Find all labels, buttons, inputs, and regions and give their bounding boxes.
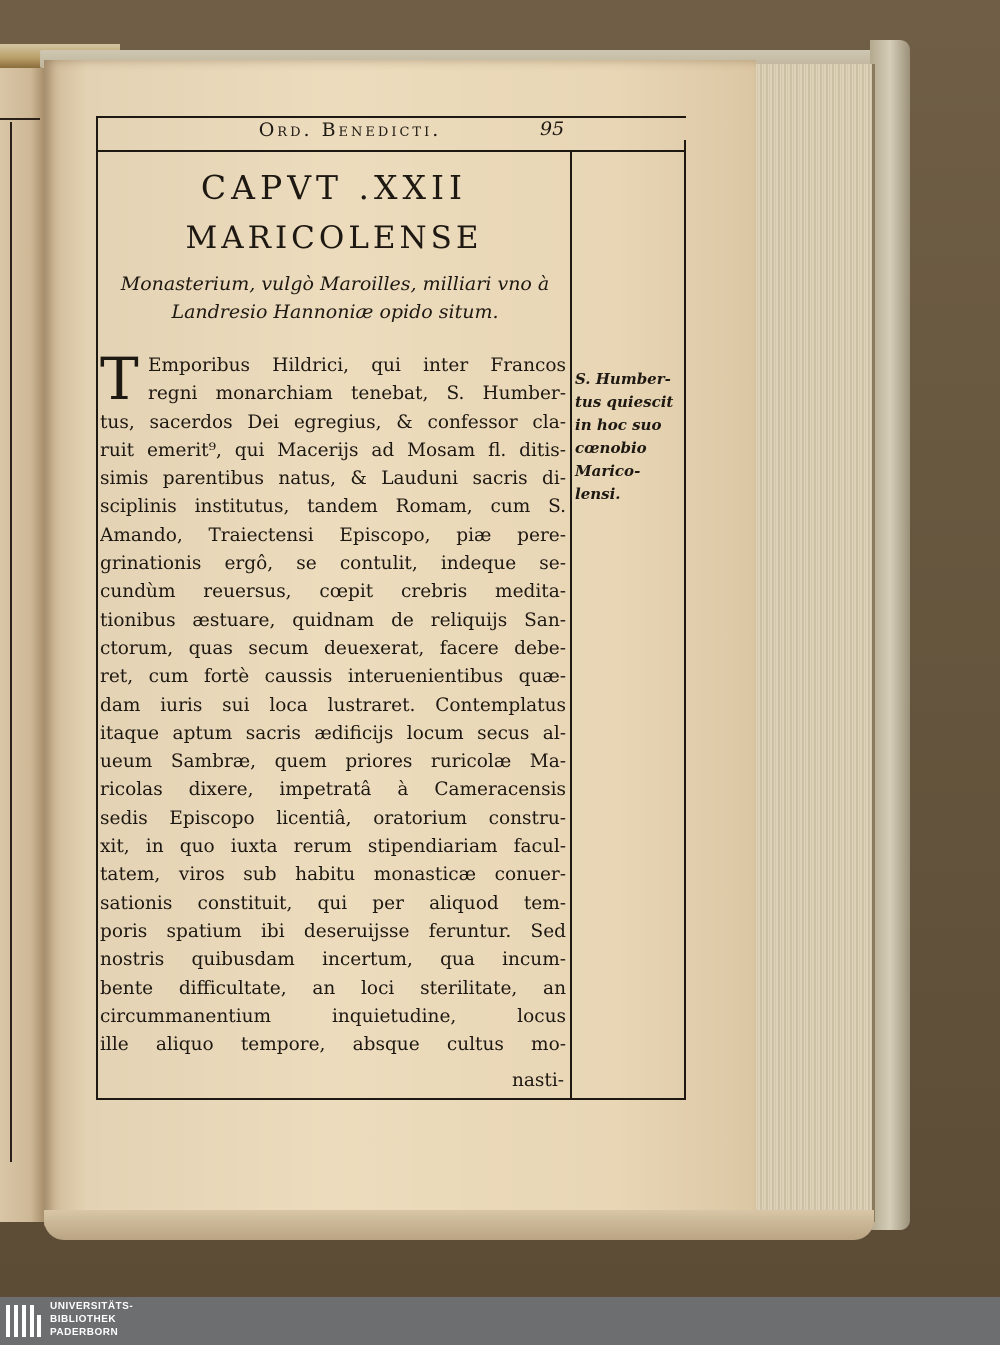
text-line: nostris quibusdam incertum, qua incum- xyxy=(100,949,566,971)
page-number: 95 xyxy=(540,118,565,140)
text-line: sciplinis institutus, tandem Romam, cum S. xyxy=(100,496,566,518)
text-line: tionibus æstuare, quidnam de reliquijs San- xyxy=(100,609,566,631)
text-line: circummanentium inquietudine, locus xyxy=(100,1005,566,1027)
body-text xyxy=(100,345,566,1059)
subtitle-line: Monasterium, vulgò Maroilles, milliari vno à xyxy=(120,273,550,295)
monastery-title: MARICOLENSE xyxy=(185,220,483,256)
text-line: grinationis ergô, se contulit, indeque se- xyxy=(100,553,566,575)
marginal-line: S. Humber- xyxy=(575,370,671,388)
text-line: Emporibus Hildrici, qui inter Francos xyxy=(148,355,566,376)
text-line: regni monarchiam tenebat, S. Humber- xyxy=(148,383,566,405)
left-page-rule xyxy=(0,118,40,120)
catchword: nasti- xyxy=(511,1070,564,1091)
page-bottom-curve xyxy=(44,1210,874,1240)
text-line: ruit emerit⁹, qui Macerijs ad Mosam fl. ditis- xyxy=(100,439,566,461)
library-name-line: PADERBORN xyxy=(50,1327,119,1338)
frame-right-rule xyxy=(684,140,686,1100)
text-line: tatem, viros sub habitu monasticæ conuer- xyxy=(100,864,566,886)
frame-margin-rule xyxy=(570,150,572,1100)
library-name-line: UNIVERSITÄTS- xyxy=(50,1301,134,1312)
library-name xyxy=(50,1300,133,1339)
text-line: Amando, Traiectensi Episcopo, piæ pere- xyxy=(100,524,566,546)
text-line: sationis constituit, qui per aliquod tem- xyxy=(100,892,566,914)
running-head: Ord. Benedicti. xyxy=(258,119,442,141)
frame-top-rule xyxy=(96,116,686,118)
text-line: cundùm reuersus, cœpit crebris medita- xyxy=(100,581,566,603)
subtitle-line: Landresio Hannoniæ opido situm. xyxy=(171,301,499,323)
text-line: tus, sacerdos Dei egregius, & confessor cla- xyxy=(100,411,566,433)
text-line: xit, in quo iuxta rerum stipendiariam facul- xyxy=(100,836,566,858)
text-line: simis parentibus natus, & Lauduni sacris di- xyxy=(100,468,566,490)
footer-bar xyxy=(0,1297,1000,1345)
text-line: ret, cum fortè caussis interuenientibus quæ- xyxy=(100,666,566,688)
drop-capital: T xyxy=(100,345,139,413)
text-line: ricolas dixere, impetratâ à Cameracensis xyxy=(100,779,566,801)
chapter-heading: CAPVT .XXII xyxy=(200,168,468,207)
marginal-line: tus quiescit xyxy=(575,393,674,411)
frame-left-rule xyxy=(96,116,98,1100)
marginal-line: Marico- xyxy=(575,462,641,480)
library-name-line: BIBLIOTHEK xyxy=(50,1314,117,1325)
marginal-line: cœnobio xyxy=(575,439,647,457)
marginal-line: in hoc suo xyxy=(575,416,662,434)
frame-bottom-rule xyxy=(96,1098,686,1100)
cover-right-edge xyxy=(870,40,910,1230)
library-logo-icon xyxy=(6,1305,42,1337)
page-block-edges xyxy=(752,64,875,1222)
text-line: poris spatium ibi deseruijsse feruntur. Sed xyxy=(100,920,566,942)
text-line: ille aliquo tempore, absque cultus mo- xyxy=(100,1034,566,1056)
marginal-line: lensi. xyxy=(575,485,621,503)
text-line: sedis Episcopo licentiâ, oratorium constru- xyxy=(100,807,566,829)
text-line: ctorum, quas secum deuexerat, facere debe- xyxy=(100,637,566,659)
subtitle xyxy=(104,270,566,326)
frame-header-rule xyxy=(96,150,686,152)
text-line: itaque aptum sacris ædificijs locum secus al- xyxy=(100,722,566,744)
text-line: bente difficultate, an loci sterilitate, an xyxy=(100,977,566,999)
left-page-edge xyxy=(0,62,46,1222)
text-line: dam iuris sui loca lustraret. Contemplatus xyxy=(100,694,566,716)
text-line: ueum Sambræ, quem priores ruricolæ Ma- xyxy=(100,751,566,773)
marginal-note xyxy=(575,368,683,506)
left-page-margin-line xyxy=(10,122,12,1162)
